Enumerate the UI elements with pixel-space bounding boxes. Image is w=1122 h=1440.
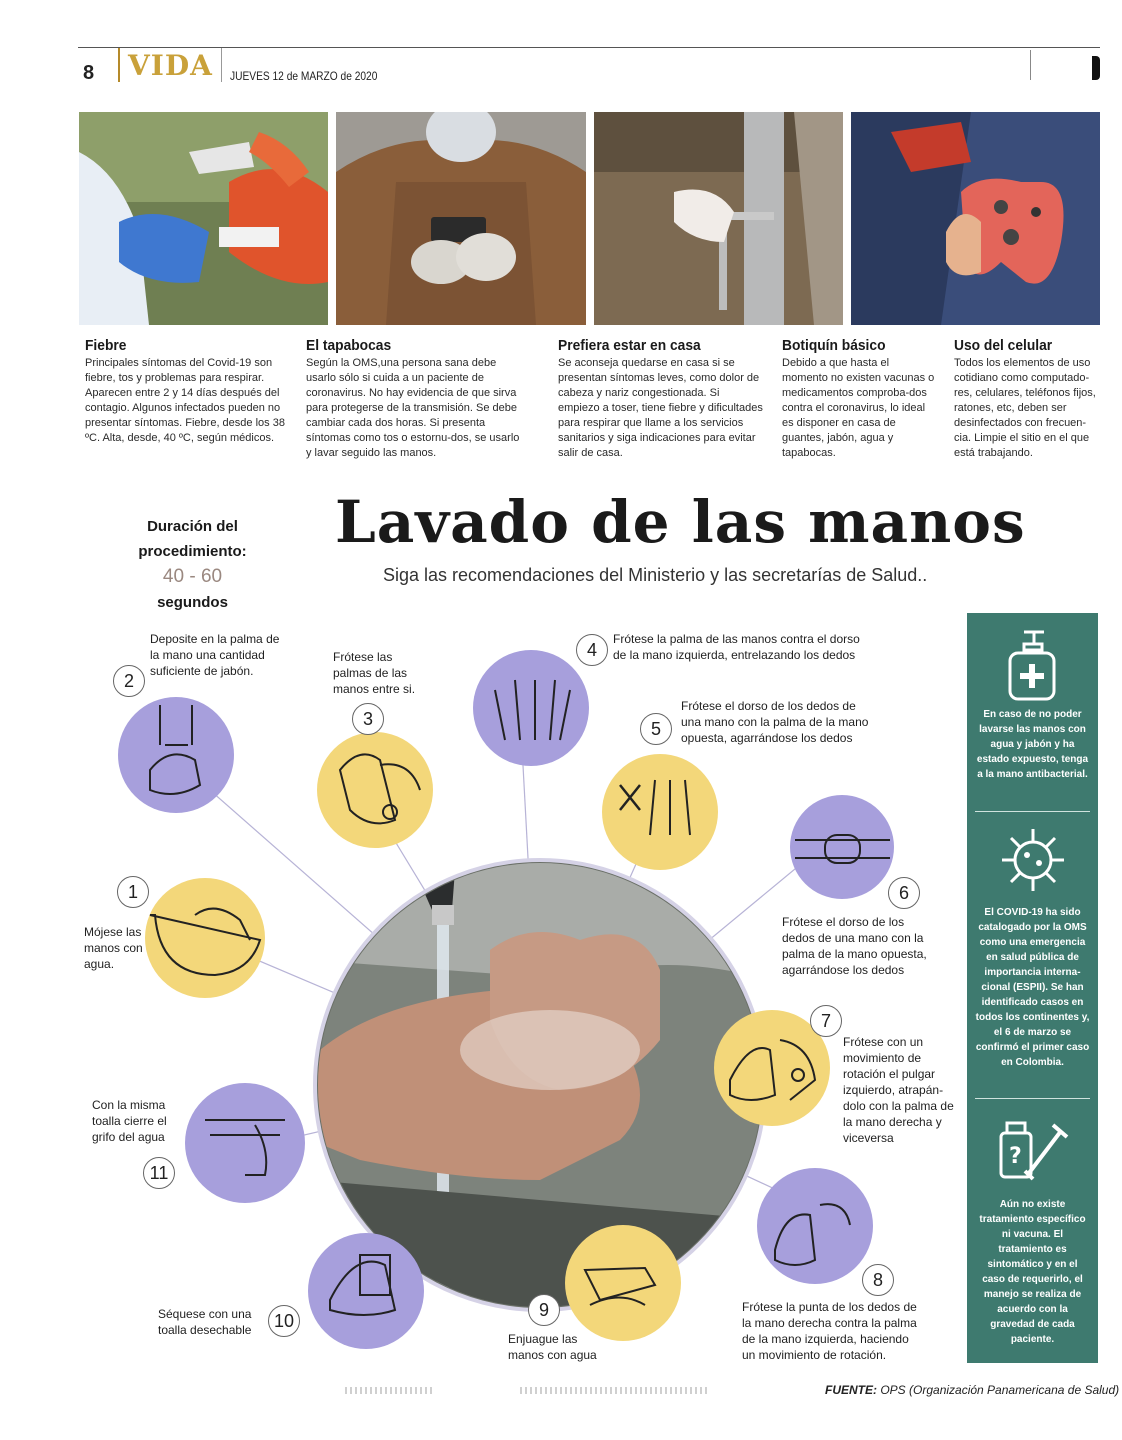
duration-value: 40 - 60 — [162, 566, 223, 587]
sidebar-text: En caso de no poder lavarse las manos con agua y jabón y ha estado expuesto, tenga a la mano antibacterial. — [976, 709, 1089, 780]
step-2-text: Deposite en la palma de la mano una cantidad suficiente de jabón. — [150, 632, 280, 678]
infographic-subtitle: Siga las recomendaciones del Ministerio y las secretarías de Salud.. — [383, 565, 928, 585]
source-text: OPS (Organización Panamericana de Salud) — [880, 1383, 1120, 1397]
infographic-title: Lavado de las manos — [335, 488, 1026, 556]
vaccine-syringe-icon — [995, 1113, 1073, 1188]
source-credit — [825, 1383, 1119, 1397]
step-6-circle — [790, 795, 894, 899]
step-11-circle — [185, 1083, 305, 1203]
tip-title: Uso del celular — [954, 337, 1053, 354]
section-name: VIDA — [118, 48, 222, 82]
step-3-text: Frótese las palmas de las manos entre si. — [333, 650, 416, 696]
tip-text: Todos los elementos de uso cotidiano como computado-res, celulares, teléfonos fijos, ratones, etc, deben ser desinfectados con frecuen-cia. Limpie el sitio en el que está trabajando. — [954, 357, 1096, 459]
step-number: 5 — [640, 713, 672, 745]
step-8-text: Frótese la punta de los dedos de la mano derecha contra la palma de la mano izquierda, haciendo un movimiento de rotación. — [742, 1300, 917, 1362]
tip-title: Botiquín básico — [782, 337, 886, 354]
step-number: 3 — [352, 703, 384, 735]
step-number: 10 — [268, 1305, 300, 1337]
tip-text: Debido a que hasta el momento no existen vacunas o medicamentos comproba-dos contra el coronavirus, lo ideal es disponer en casa de guantes, jabón, agua y tapabocas. — [782, 357, 935, 459]
print-residue — [345, 1387, 435, 1394]
tip-text: Según la OMS,una persona sana debe usarlo sólo si cuida a un paciente de coronavirus. No hay evidencia de que sirva para protegerse de la transmisión. Se debe cambiar cada dos horas. Si presenta síntomas como tos o estornu-dos, se usarlo y lavar seguido las manos. — [306, 357, 520, 459]
step-5-text: Frótese el dorso de los dedos de una mano con la palma de la mano opuesta, agarrándose los dedos — [681, 699, 869, 745]
tip-text: Se aconseja quedarse en casa si se presentan síntomas leves, como dolor de cabeza y nariz congestionada. Si empiezo a toser, tiene fiebre y dificultades para respirar que llame a los servicios sanitarios y siga indicaciones para evitar salir de casa. — [558, 357, 763, 459]
sanitizer-bottle-icon — [1002, 628, 1062, 703]
step-3-circle — [317, 732, 433, 848]
sidebar-text: El COVID-19 ha sido catalogado por la OMS como una emergencia en salud pública de importancia interna-cional (ESPII). Se han identificado casos en todos los continentes y, el 6 de marzo se confirmó el primer caso en Colombia. — [975, 907, 1090, 1068]
step-number: 9 — [528, 1294, 560, 1326]
issue-date: JUEVES 12 de MARZO de 2020 — [230, 69, 378, 83]
step-4-circle — [473, 650, 589, 766]
print-residue — [520, 1387, 710, 1394]
step-10-circle — [308, 1233, 424, 1349]
step-9-text: Enjuague las manos con agua — [508, 1332, 597, 1362]
step-number: 6 — [888, 877, 920, 909]
step-number: 1 — [117, 876, 149, 908]
page-number: 8 — [83, 62, 95, 84]
svg-text:?: ? — [1009, 1144, 1022, 1169]
step-6-text: Frótese el dorso de los dedos de una mano con la palma de la mano opuesta, agarrándose los dedos — [782, 915, 927, 977]
duration-label: Duración del — [147, 518, 238, 535]
step-10-text: Séquese con una toalla desechable — [158, 1307, 252, 1337]
step-7-text: Frótese con un movimiento de rotación el pulgar izquierdo, atrapán-dolo con la palma de la mano derecha y viceversa — [843, 1035, 954, 1145]
tip-title: El tapabocas — [306, 337, 392, 354]
tip-text: Principales síntomas del Covid-19 son fiebre, tos y problemas para respirar. Aparecen entre 2 y 14 días después del contagio. Algunos infectados pueden no presentar síntomas. Fiebre, desde los 38 ºC. Alta, desde, 40 ºC, según médicos. — [85, 357, 285, 444]
step-11-text: Con la misma toalla cierre el grifo del agua — [92, 1098, 167, 1144]
sidebar-divider — [975, 811, 1090, 812]
step-number: 7 — [810, 1005, 842, 1037]
step-1-text: Mójese las manos con agua. — [84, 925, 143, 971]
step-number: 11 — [143, 1157, 175, 1189]
step-4-text: Frótese la palma de las manos contra el dorso de la mano izquierda, entrelazando los dedos — [613, 632, 860, 662]
info-sidebar — [967, 613, 1098, 1363]
duration-unit: segundos — [157, 594, 228, 611]
step-1-circle — [145, 878, 265, 998]
step-9-circle — [565, 1225, 681, 1341]
source-label: FUENTE: — [825, 1383, 877, 1397]
step-number: 8 — [862, 1264, 894, 1296]
sidebar-text: Aún no existe tratamiento específico ni vacuna. El tratamiento es sintomático y en el caso de requerirlo, el manejo se realiza de acuerdo con la gravedad de cada paciente. — [979, 1199, 1086, 1345]
step-number: 2 — [113, 665, 145, 697]
step-number: 4 — [576, 634, 608, 666]
step-8-circle — [757, 1168, 873, 1284]
virus-icon — [999, 825, 1067, 895]
sidebar-divider — [975, 1098, 1090, 1099]
tip-title: Prefiera estar en casa — [558, 337, 701, 354]
step-5-circle — [602, 754, 718, 870]
step-2-circle — [118, 697, 234, 813]
duration-label: procedimiento: — [138, 543, 247, 560]
tip-title: Fiebre — [85, 337, 127, 354]
